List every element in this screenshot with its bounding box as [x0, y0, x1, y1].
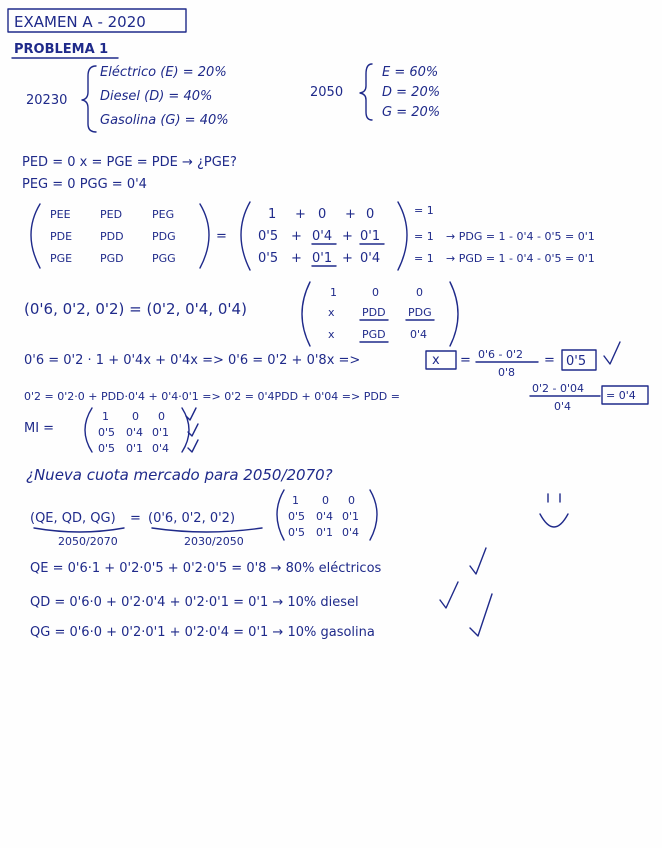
paren-left-5: [277, 490, 284, 540]
final-lhs: (QE, QD, QG): [30, 511, 116, 526]
cell: 0'4: [342, 526, 360, 539]
share-g-2050: G = 20%: [382, 105, 441, 120]
final-lhs-note: 2050/2070: [58, 535, 118, 548]
plus: +: [295, 207, 306, 222]
check-mark: [604, 342, 620, 364]
underbrace-right: [152, 528, 262, 532]
right-brace: [360, 64, 372, 120]
cell: 0'5: [288, 526, 306, 539]
cell: 0'1: [316, 526, 334, 539]
share-gasoline: Gasolina (G) = 40%: [100, 113, 229, 128]
x-eq-2: =: [544, 353, 555, 368]
final-rhs: (0'6, 0'2, 0'2): [148, 511, 236, 526]
sym-pee: PEE: [50, 208, 71, 221]
val-1-1: 1: [268, 207, 277, 222]
paren-left-4: [85, 408, 92, 452]
share-diesel: Diesel (D) = 40%: [100, 89, 213, 104]
sym-pdg: PDG: [152, 230, 176, 243]
sym-pge: PGE: [50, 252, 73, 265]
val-2-3: 0'1: [360, 229, 381, 244]
x-eq: =: [460, 353, 471, 368]
cell: 0'1: [152, 426, 170, 439]
check-mark: [470, 594, 492, 636]
cell: 0'5: [98, 442, 116, 455]
cell: 0'5: [98, 426, 116, 439]
pdd-fraction-den: 0'4: [554, 400, 572, 413]
plus: +: [342, 251, 353, 266]
check-mark: [440, 582, 458, 608]
cell: 0: [158, 410, 165, 423]
paren-left-3: [302, 282, 310, 346]
derived-pgd: → PGD = 1 - 0'4 - 0'5 = 0'1: [446, 252, 595, 265]
share-e-2050: E = 60%: [382, 65, 439, 80]
paren-right: [200, 204, 209, 268]
sym-pgg: PGG: [152, 252, 176, 265]
result-electric: QE = 0'6·1 + 0'2·0'5 + 0'2·0'5 = 0'8 → 80% eléctricos: [30, 561, 382, 576]
steady-lhs: (0'6, 0'2, 0'2) = (0'2, 0'4, 0'4): [24, 300, 247, 318]
val-1-2: 0: [318, 207, 327, 222]
cell: 0: [416, 286, 423, 299]
condition-line-2: PEG = 0 PGG = 0'4: [22, 177, 147, 192]
val-2-1: 0'5: [258, 229, 279, 244]
x-fraction-den: 0'8: [498, 366, 516, 379]
share-electric: Eléctrico (E) = 20%: [100, 65, 227, 80]
result-gasoline: QG = 0'6·0 + 0'2·0'1 + 0'2·0'4 = 0'1 → 10% gasolina: [30, 625, 375, 640]
final-rhs-note: 2030/2050: [184, 535, 244, 548]
x-box-left: [426, 351, 456, 369]
year-right: 2050: [310, 85, 344, 100]
cell: 0: [372, 286, 379, 299]
cell: PDG: [408, 306, 432, 319]
cell: x: [328, 306, 335, 319]
sym-ped: PED: [100, 208, 123, 221]
val-1-3: 0: [366, 207, 375, 222]
x-result: 0'5: [566, 354, 587, 369]
cell: 0'4: [152, 442, 170, 455]
cell: 0'5: [288, 510, 306, 523]
cell: 0: [348, 494, 355, 507]
val-2-2: 0'4: [312, 229, 333, 244]
cell: 0: [132, 410, 139, 423]
year-left: 20230: [26, 93, 68, 108]
x-var: x: [432, 353, 440, 368]
cell: 1: [292, 494, 299, 507]
val-3-2: 0'1: [312, 251, 333, 266]
cell: 0: [322, 494, 329, 507]
check-mark: [470, 548, 486, 574]
pdd-fraction-num: 0'2 - 0'04: [532, 382, 585, 395]
derived-pdg: → PDG = 1 - 0'4 - 0'5 = 0'1: [446, 230, 595, 243]
smiley-doodle: [540, 494, 568, 527]
plus: +: [291, 229, 302, 244]
sym-pdd: PDD: [100, 230, 124, 243]
question: ¿Nueva cuota mercado para 2050/2070?: [26, 466, 333, 484]
plus: +: [342, 229, 353, 244]
final-eq: =: [130, 511, 141, 526]
underbrace-left: [34, 528, 124, 532]
check-marks: [186, 408, 198, 452]
cell: 0'1: [342, 510, 360, 523]
paren-right-4: [182, 408, 189, 452]
plus: +: [345, 207, 356, 222]
paren-left: [31, 204, 40, 268]
condition-line-1: PED = 0 x = PGE = PDE → ¿PGE?: [22, 155, 237, 170]
sym-pde: PDE: [50, 230, 73, 243]
cell: 0'4: [410, 328, 428, 341]
paren-right-3: [450, 282, 458, 346]
x-fraction-num: 0'6 - 0'2: [478, 348, 524, 361]
share-d-2050: D = 20%: [382, 85, 441, 100]
sym-pgd: PGD: [100, 252, 124, 265]
cell: x: [328, 328, 335, 341]
row-sum-3: = 1: [414, 252, 434, 265]
cell: 0'4: [126, 426, 144, 439]
cell: 1: [102, 410, 109, 423]
matrix-equals: =: [216, 229, 227, 244]
solve-line-1: 0'6 = 0'2 · 1 + 0'4x + 0'4x => 0'6 = 0'2 + 0'8x =>: [24, 353, 361, 368]
cell: 0'4: [316, 510, 334, 523]
result-diesel: QD = 0'6·0 + 0'2·0'4 + 0'2·0'1 = 0'1 → 10% diesel: [30, 595, 359, 610]
pdd-result: = 0'4: [606, 389, 636, 402]
mi-label: MI =: [24, 421, 55, 436]
exam-title: EXAMEN A - 2020: [14, 13, 146, 31]
row-sum-1: = 1: [414, 204, 434, 217]
cell: 1: [330, 286, 337, 299]
cell: PGD: [362, 328, 386, 341]
cell: PDD: [362, 306, 386, 319]
cell: 0'1: [126, 442, 144, 455]
plus: +: [291, 251, 302, 266]
sym-peg: PEG: [152, 208, 175, 221]
solve-line-2: 0'2 = 0'2·0 + PDD·0'4 + 0'4·0'1 => 0'2 = 0'4PDD + 0'04 => PDD =: [24, 390, 400, 403]
problem-title: PROBLEMA 1: [14, 42, 109, 57]
val-3-3: 0'4: [360, 251, 381, 266]
row-sum-2: = 1: [414, 230, 434, 243]
paren-left-2: [241, 202, 250, 270]
paren-right-5: [370, 490, 377, 540]
val-3-1: 0'5: [258, 251, 279, 266]
left-brace: [82, 66, 96, 132]
paren-right-2: [398, 202, 407, 270]
